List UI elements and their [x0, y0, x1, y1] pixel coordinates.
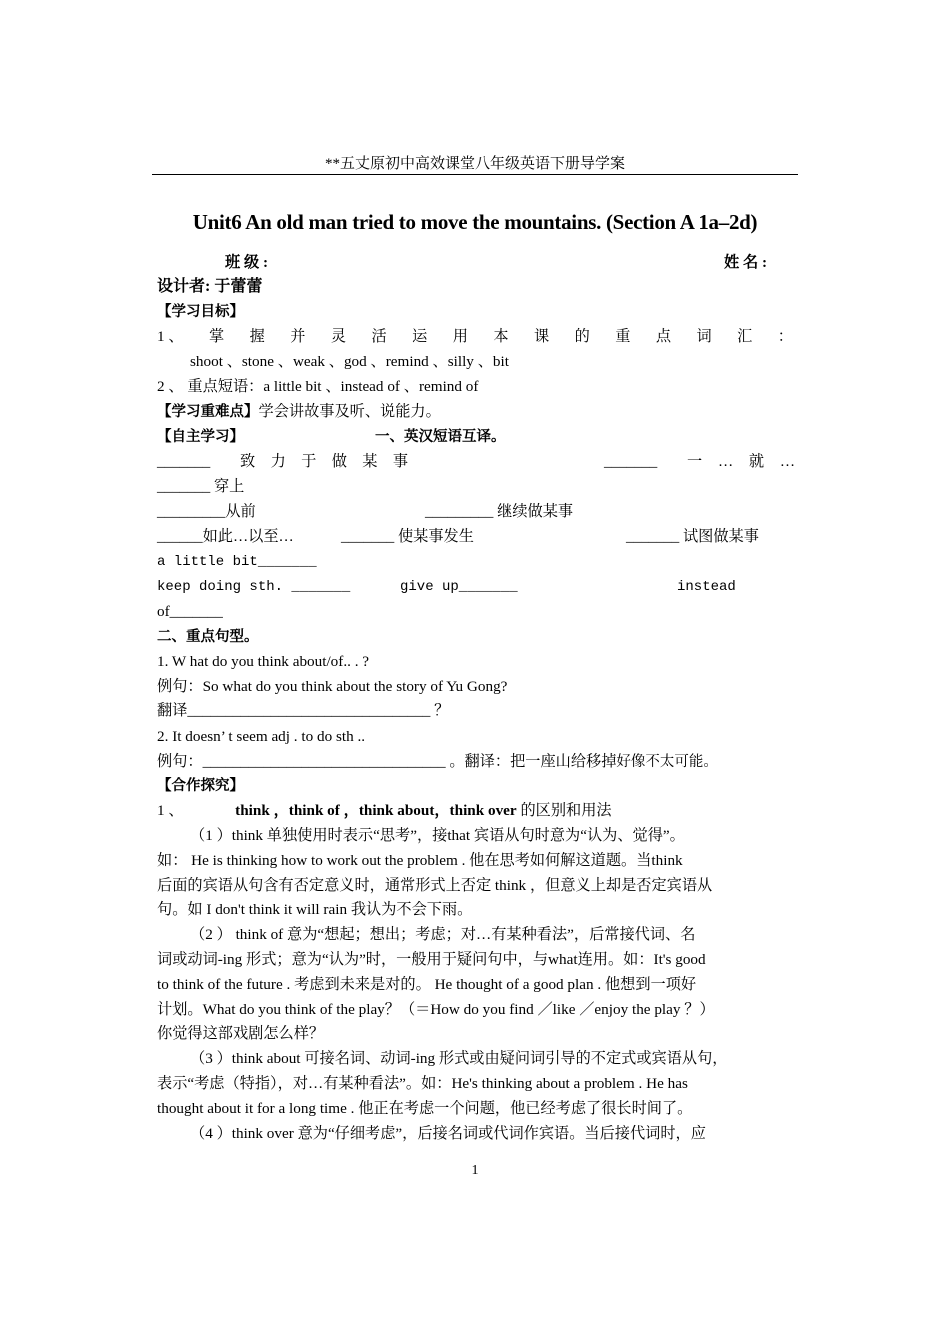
sentence-1-example: 例句：So what do you think about the story of Yu Gong?	[157, 678, 508, 695]
sentences-heading: 二、重点句型。	[157, 629, 259, 645]
coop-item-1-number: 1 、	[157, 802, 184, 819]
phrase-char: …	[779, 453, 795, 470]
goal-item-1-char: 并	[290, 328, 306, 345]
coop-item-1-tail: 的区别和用法	[516, 802, 612, 819]
phrase-char: 某	[362, 453, 378, 470]
phrase-blank: ____	[157, 453, 188, 470]
coop-line: 表示“考虑（特指），对…有某种看法”。如：He's thinking about a problem . He has	[157, 1075, 688, 1092]
phrase-devote	[240, 452, 408, 472]
phrase-instead: instead	[677, 579, 736, 595]
phrase-so-that: ______如此…以至…	[157, 528, 294, 545]
phrase-once-upon: _________从前	[157, 503, 256, 520]
phrase-char: 事	[392, 453, 408, 470]
coop-line: （1 ）think 单独使用时表示“思考”，接that 宾语从句时意为“认为、觉得”。	[190, 827, 685, 844]
coop-line: 后面的宾语从句含有否定意义时，通常形式上否定 think ，但意义上却是否定宾语从	[157, 877, 713, 894]
coop-line: （4 ）think over 意为“仔细考虑”，后接名词或代词作宾语。当后接代词时，应	[190, 1125, 706, 1142]
coop-line: to think of the future . 考虑到未来是对的。 He thought of a good plan . 他想到一项好	[157, 976, 697, 993]
goal-item-1-char: 点	[655, 328, 672, 345]
phrase-try-to: _______ 试图做某事	[626, 528, 759, 545]
goal-item-1-char: 运	[412, 328, 428, 345]
phrase-row-2: _______ 穿上	[157, 478, 245, 495]
class-label: 班 级 :	[225, 254, 269, 271]
goal-item-1-char: 用	[452, 328, 468, 345]
name-label: 姓 名 :	[724, 254, 768, 271]
sentence-2-example	[157, 752, 718, 772]
phrase-char: 力	[270, 453, 286, 470]
self-study-subheading: 一、英汉短语互译。	[375, 429, 506, 445]
coop-line: （2 ） think of 意为“想起；想出；考虑；对…有某种看法”，后常接代词、名	[190, 926, 696, 943]
coop-line: 你觉得这部戏剧怎么样？	[157, 1025, 325, 1042]
goal-item-1-words: shoot 、stone 、weak 、god 、remind 、silly 、bit	[190, 353, 509, 370]
phrase-as-soon-as	[687, 452, 795, 472]
goal-item-1-char: 掌	[209, 328, 225, 345]
goals-heading: 【学习目标】	[157, 304, 244, 320]
coop-line: 计划。What do you think of the play？（＝How do you find ／like ／enjoy the play ？）	[157, 1001, 715, 1018]
coop-line: 如： He is thinking how to work out the problem . 他在思考如何解这道题。当think	[157, 852, 683, 869]
key-points-heading: 【学习重难点】	[157, 404, 259, 420]
goal-item-1-char: 活	[371, 328, 387, 345]
phrase-char: 就	[748, 453, 765, 470]
phrase-give-up: give up_______	[400, 579, 518, 595]
goal-item-2: 2 、 重点短语：a little bit 、instead of 、remind of	[157, 378, 479, 395]
phrase-blank: ___	[187, 453, 211, 470]
phrase-char: 做	[331, 453, 347, 470]
goal-item-1-text	[157, 327, 793, 347]
goal-item-1-char: 课	[534, 328, 550, 345]
goal-item-1-char: 握	[249, 328, 265, 345]
key-points-text: 学会讲故事及听、说能力。	[258, 403, 441, 420]
phrase-char: 致	[240, 453, 256, 470]
sentence-2-example-text: 例句：________________________________ 。翻译：把一座山给移掉	[157, 753, 617, 770]
phrase-char: …	[717, 453, 734, 470]
designer-line: 设计者: 于蕾蕾	[157, 278, 263, 295]
phrase-make-happen: _______ 使某事发生	[341, 528, 474, 545]
sentence-1-translate: 翻译________________________________ ？	[157, 702, 450, 719]
goal-item-1-char: 词	[696, 328, 712, 345]
sentence-1: 1. W hat do you think about/of.. . ?	[157, 653, 370, 670]
phrase-char: 一	[687, 453, 703, 470]
phrase-keep-doing: _________ 继续做某事	[425, 503, 574, 520]
goal-item-1-char: ：	[777, 328, 793, 345]
key-points-line	[157, 402, 441, 422]
goal-item-1-number: 1 、	[157, 328, 184, 345]
page-number: 1	[471, 1163, 479, 1178]
phrase-a-little-bit: a little bit_______	[157, 554, 317, 570]
phrase-keep-doing-sth: keep doing sth. _______	[157, 579, 351, 595]
self-study-heading: 【自主学习】	[157, 429, 244, 445]
goal-item-1-char: 重	[615, 328, 631, 345]
goal-item-1-char: 汇	[737, 328, 753, 345]
document-title: Unit6 An old man tried to move the mountains. (Section A 1a–2d)	[192, 210, 758, 234]
goal-item-1	[157, 327, 793, 347]
phrase-blank: _______	[604, 453, 658, 470]
sentence-2-example-end: 好像不太可能。	[616, 754, 718, 770]
page-header: **五丈原初中高效课堂八年级英语下册导学案	[324, 156, 625, 172]
sentence-2: 2. It doesn’ t seem adj . to do sth ..	[157, 728, 366, 745]
goal-item-1-char: 的	[574, 328, 590, 345]
goal-item-1-char: 灵	[330, 328, 347, 345]
coop-line: （3 ）think about 可接名词、动词-ing 形式或由疑问词引导的不定式或宾语从句，	[190, 1050, 728, 1067]
coop-item-1-terms: think ，think of ，think about，think over	[235, 802, 517, 819]
coop-line: 词或动词-ing 形式；意为“认为”时，一般用于疑问句中，与what连用。如：It's good	[157, 951, 706, 968]
coop-line: thought about it for a long time . 他正在考虑一个问题，他已经考虑了很长时间了。	[157, 1100, 693, 1117]
header-divider	[152, 174, 798, 175]
goal-item-1-char: 本	[493, 328, 509, 345]
phrase-instead-of: of_______	[157, 603, 223, 620]
coop-item-1	[157, 801, 612, 821]
phrase-row-1	[157, 452, 210, 472]
coop-line: 句。如 I don't think it will rain 我认为不会下雨。	[157, 901, 473, 918]
phrase-char: 于	[301, 453, 317, 470]
coop-heading: 【合作探究】	[157, 778, 244, 794]
